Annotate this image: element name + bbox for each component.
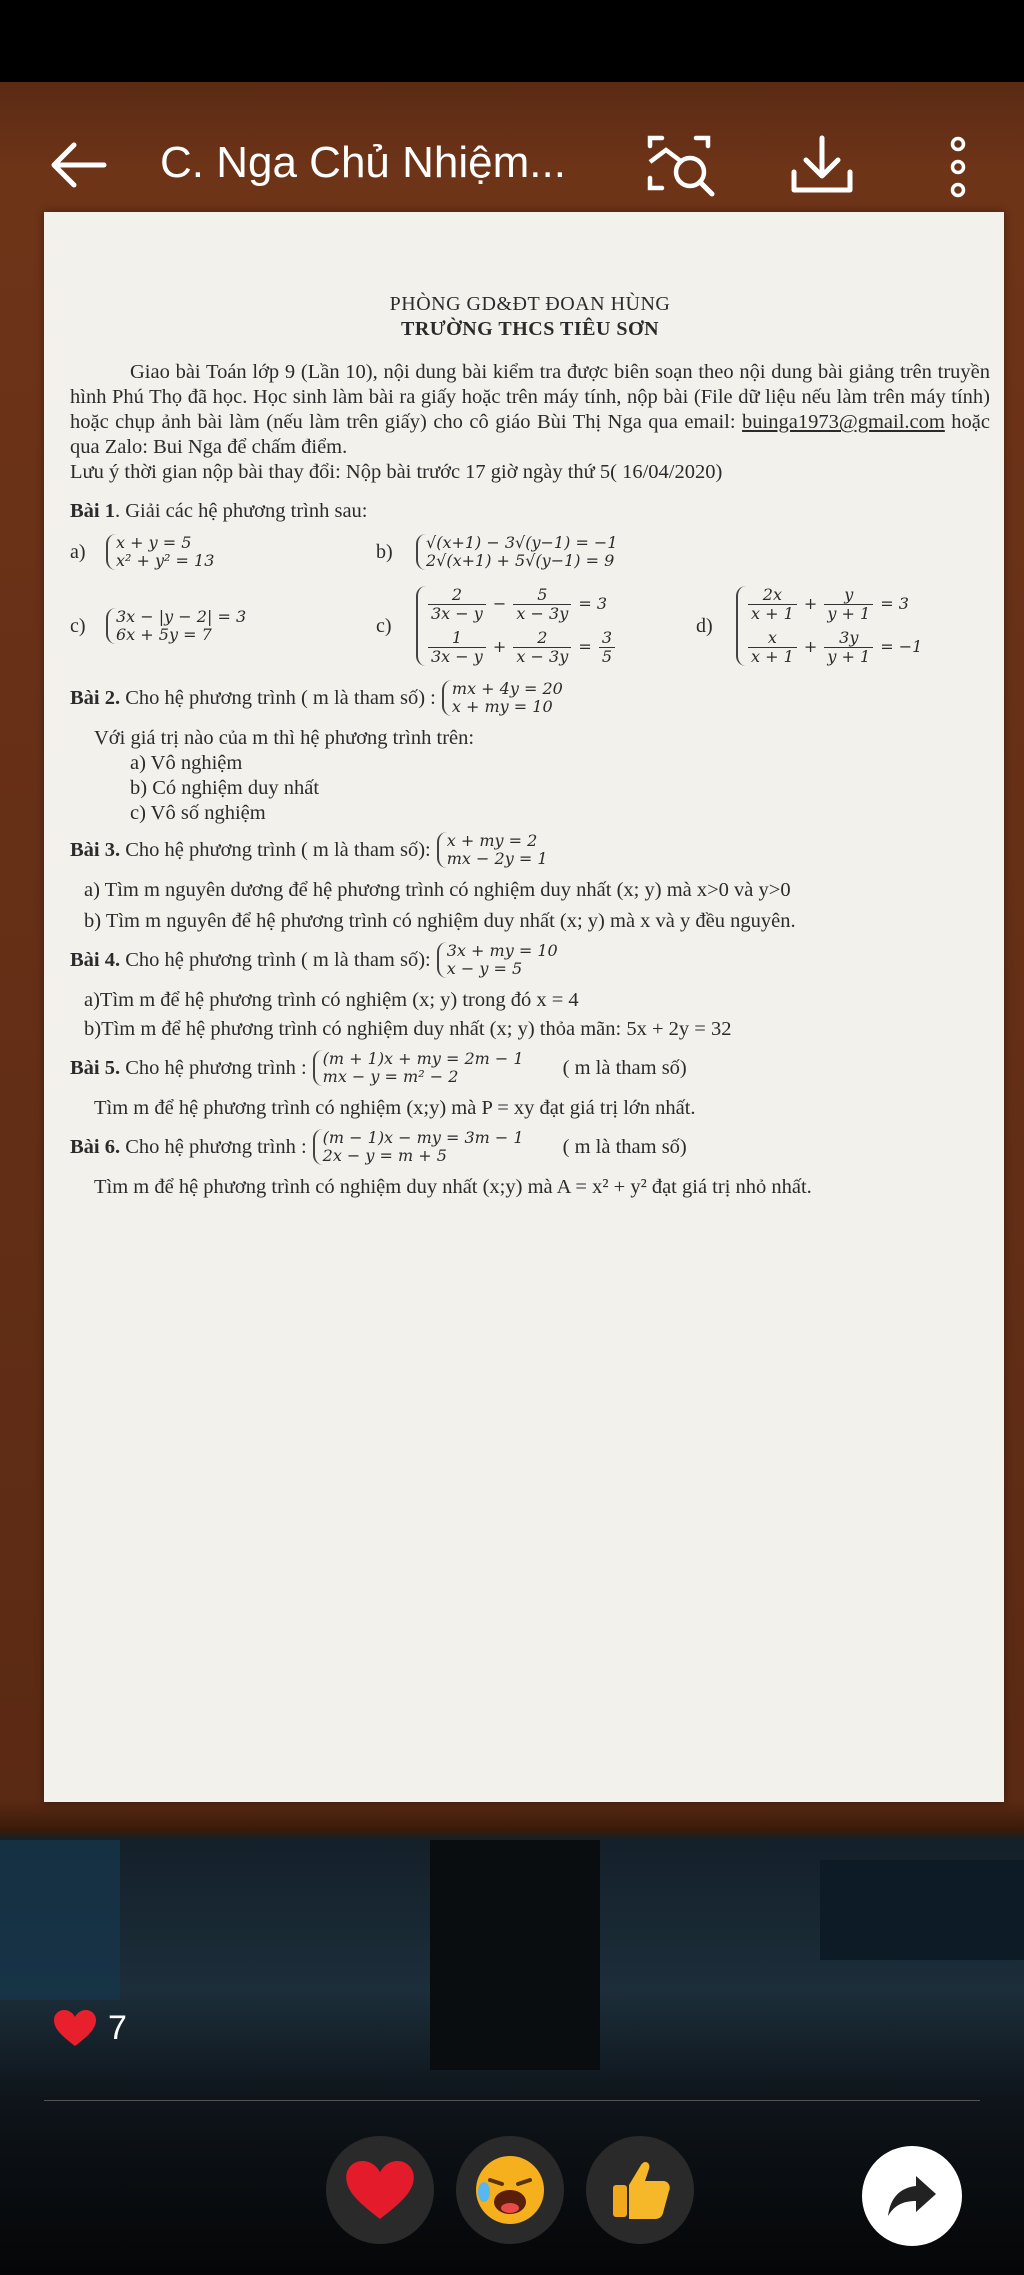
- list-item: a)Tìm m để hệ phương trình có nghiệm (x; y) trong đó x = 4: [84, 989, 579, 1011]
- operator: −: [492, 594, 507, 613]
- more-options-button[interactable]: [928, 132, 988, 202]
- numerator: 3: [599, 629, 615, 648]
- equation: 3x + my = 10: [446, 941, 558, 960]
- system-6: [313, 1129, 543, 1165]
- denominator: 3x − y: [431, 604, 483, 623]
- parameter-note: ( m là tham số): [562, 1056, 687, 1079]
- equation: √(x+1) − 3√(y−1) = −1: [426, 533, 618, 552]
- problem-1-label: Bài 1: [70, 500, 115, 522]
- equation: [426, 586, 676, 623]
- like-count: 7: [108, 2008, 127, 2047]
- department-heading: PHÒNG GD&ĐT ĐOAN HÙNG: [389, 293, 671, 315]
- numerator: 1: [428, 629, 486, 648]
- numerator: y: [824, 586, 873, 605]
- system-a: [106, 534, 346, 570]
- like-counter[interactable]: [52, 2008, 127, 2048]
- equation: x − y = 5: [446, 959, 523, 978]
- problem-2-label: Bài 2.: [70, 686, 121, 709]
- equation: [746, 586, 922, 623]
- problem-4-heading: [70, 942, 990, 978]
- equation: 2√(x+1) + 5√(y−1) = 9: [426, 551, 615, 570]
- heart-reaction-icon: [343, 2157, 417, 2223]
- problem-2-text: Cho hệ phương trình ( m là tham số) :: [120, 686, 436, 709]
- intro-text-end: hoặc qua Zalo: Bui Nga để chấm điểm.: [70, 411, 990, 458]
- problem-3-heading: [70, 832, 990, 868]
- equation: x² + y² = 13: [116, 551, 215, 570]
- deadline-note: Lưu ý thời gian nộp bài thay đổi: Nộp bài trước 17 giờ ngày thứ 5( 16/04/2020): [70, 461, 723, 483]
- equation: mx − 2y = 1: [446, 849, 548, 868]
- problem-5-label: Bài 5.: [70, 1056, 121, 1079]
- result: = 3: [578, 594, 608, 613]
- denominator: 3x − y: [431, 647, 483, 666]
- equation: 3x − |y − 2| = 3: [116, 607, 247, 626]
- document-content: [70, 292, 990, 1200]
- background-shadow: [430, 1840, 600, 2070]
- numerator: 2: [513, 629, 571, 648]
- problem-4-text: Cho hệ phương trình ( m là tham số):: [120, 948, 431, 971]
- equation: x + my = 10: [451, 697, 553, 716]
- item-label: b): [376, 540, 393, 563]
- problem-3-label: Bài 3.: [70, 838, 121, 861]
- equation: x + my = 2: [446, 831, 538, 850]
- image-search-icon: [644, 132, 720, 202]
- background-object: [0, 1840, 120, 2000]
- operator: +: [803, 594, 818, 613]
- problem-1-row-2: [70, 586, 990, 666]
- thumbs-up-icon: [605, 2155, 675, 2225]
- equation: $\frac{1}{3x - y}$ + $\frac{2}{x - 3y}$ = $\frac{3}{5}$: [426, 629, 676, 666]
- share-button[interactable]: [862, 2146, 962, 2246]
- problem-6-question: Tìm m để hệ phương trình có nghiệm duy nhất (x;y) mà A = x² + y² đạt giá trị nhỏ nhất.: [94, 1176, 812, 1198]
- back-button[interactable]: [44, 132, 114, 198]
- email-text: buinga1973@gmail.com: [742, 411, 945, 433]
- item-label: d): [696, 614, 713, 637]
- download-button[interactable]: [784, 132, 860, 202]
- item-label: c): [376, 614, 392, 637]
- numerator: 3y: [824, 629, 873, 648]
- heart-reaction-button[interactable]: [326, 2136, 434, 2244]
- system-c: [106, 608, 346, 644]
- equation: (m − 1)x − my = 3m − 1: [322, 1128, 524, 1147]
- denominator: 5: [601, 647, 613, 666]
- problem-1-row-1: [70, 534, 990, 570]
- parameter-note: ( m là tham số): [562, 1135, 687, 1158]
- app-bar: [0, 110, 1024, 220]
- divider: [44, 2100, 980, 2101]
- problem-4-label: Bài 4.: [70, 948, 121, 971]
- result: = −1: [880, 637, 923, 656]
- problem-6-text: Cho hệ phương trình :: [120, 1135, 307, 1158]
- equation: mx + 4y = 20: [451, 679, 563, 698]
- document-photo[interactable]: [44, 212, 1004, 1802]
- problem-2-heading: [70, 680, 990, 716]
- denominator: x − 3y: [516, 604, 569, 623]
- background-object: [820, 1860, 1024, 1960]
- intro-paragraph: [70, 360, 990, 460]
- item-label: a): [70, 540, 86, 563]
- problem-3-text: Cho hệ phương trình ( m là tham số):: [120, 838, 431, 861]
- more-vert-icon: [928, 132, 988, 202]
- list-item: b)Tìm m để hệ phương trình có nghiệm duy nhất (x; y) thỏa mãn: 5x + 2y = 32: [84, 1018, 732, 1040]
- denominator: y + 1: [827, 647, 871, 666]
- thumbs-up-reaction-button[interactable]: [586, 2136, 694, 2244]
- list-item: a) Tìm m nguyên dương để hệ phương trình có nghiệm duy nhất (x; y) mà x>0 và y>0: [84, 879, 791, 901]
- heart-icon: [52, 2008, 98, 2048]
- numerator: 5: [513, 586, 571, 605]
- problem-6-heading: [70, 1129, 990, 1165]
- list-item: c) Vô số nghiệm: [130, 802, 266, 824]
- problem-1-text: . Giải các hệ phương trình sau:: [115, 500, 368, 522]
- school-heading: TRƯỜNG THCS TIÊU SƠN: [400, 318, 660, 340]
- numerator: x: [748, 629, 797, 648]
- system-4: [437, 942, 558, 978]
- system-c2: [416, 586, 676, 666]
- item-label: c): [70, 614, 86, 637]
- numerator: 2x: [748, 586, 797, 605]
- numerator: 2: [428, 586, 486, 605]
- denominator: y + 1: [827, 604, 871, 623]
- system-d: [736, 586, 922, 666]
- problem-2-question: Với giá trị nào của m thì hệ phương trình trên:: [94, 727, 475, 749]
- list-item: b) Có nghiệm duy nhất: [130, 777, 320, 799]
- result: = 3: [880, 594, 909, 613]
- equation: 2x − y = m + 5: [322, 1146, 447, 1165]
- intro-text: Giao bài Toán lớp 9 (Lần 10), nội dung bài kiểm tra được biên soạn theo nội dung bài giảng trên truyền hình Phú Thọ đã học. Học sinh làm bài ra giấy hoặc trên máy tính, nộp bài (File dữ liệu nếu làm trên máy tính) hoặc chụp ảnh bài làm (nếu làm trên giấy) cho cô giáo Bùi Thị Nga qua email:: [70, 361, 990, 433]
- operator: +: [803, 637, 818, 656]
- list-item: b) Tìm m nguyên để hệ phương trình có nghiệm duy nhất (x; y) mà x và y đều nguyên.: [84, 910, 796, 932]
- arrow-left-icon: [44, 132, 114, 198]
- operator: +: [492, 637, 507, 656]
- image-search-button[interactable]: [644, 132, 720, 202]
- download-icon: [784, 132, 860, 202]
- system-3: [437, 832, 548, 868]
- share-icon: [884, 2168, 940, 2224]
- problem-1-heading: [70, 499, 990, 524]
- denominator: x − 3y: [516, 647, 569, 666]
- equation: (m + 1)x + my = 2m − 1: [322, 1049, 524, 1068]
- equation: x + y = 5: [116, 533, 192, 552]
- system-5: [313, 1050, 543, 1086]
- laugh-reaction-icon: [470, 2150, 550, 2230]
- denominator: x + 1: [751, 604, 794, 623]
- problem-5-question: Tìm m để hệ phương trình có nghiệm (x;y) mà P = xy đạt giá trị lớn nhất.: [94, 1097, 696, 1119]
- system-b: [416, 534, 618, 570]
- denominator: x + 1: [751, 647, 794, 666]
- system-2: [442, 680, 563, 716]
- list-item: a) Vô nghiệm: [130, 752, 243, 774]
- laugh-reaction-button[interactable]: [456, 2136, 564, 2244]
- problem-5-heading: [70, 1050, 990, 1086]
- equation: 6x + 5y = 7: [116, 625, 212, 644]
- page-title: C. Nga Chủ Nhiệm...: [160, 138, 566, 187]
- problem-6-label: Bài 6.: [70, 1135, 121, 1158]
- equation: [746, 629, 922, 666]
- equation: mx − y = m² − 2: [322, 1067, 459, 1086]
- problem-5-text: Cho hệ phương trình :: [120, 1056, 307, 1079]
